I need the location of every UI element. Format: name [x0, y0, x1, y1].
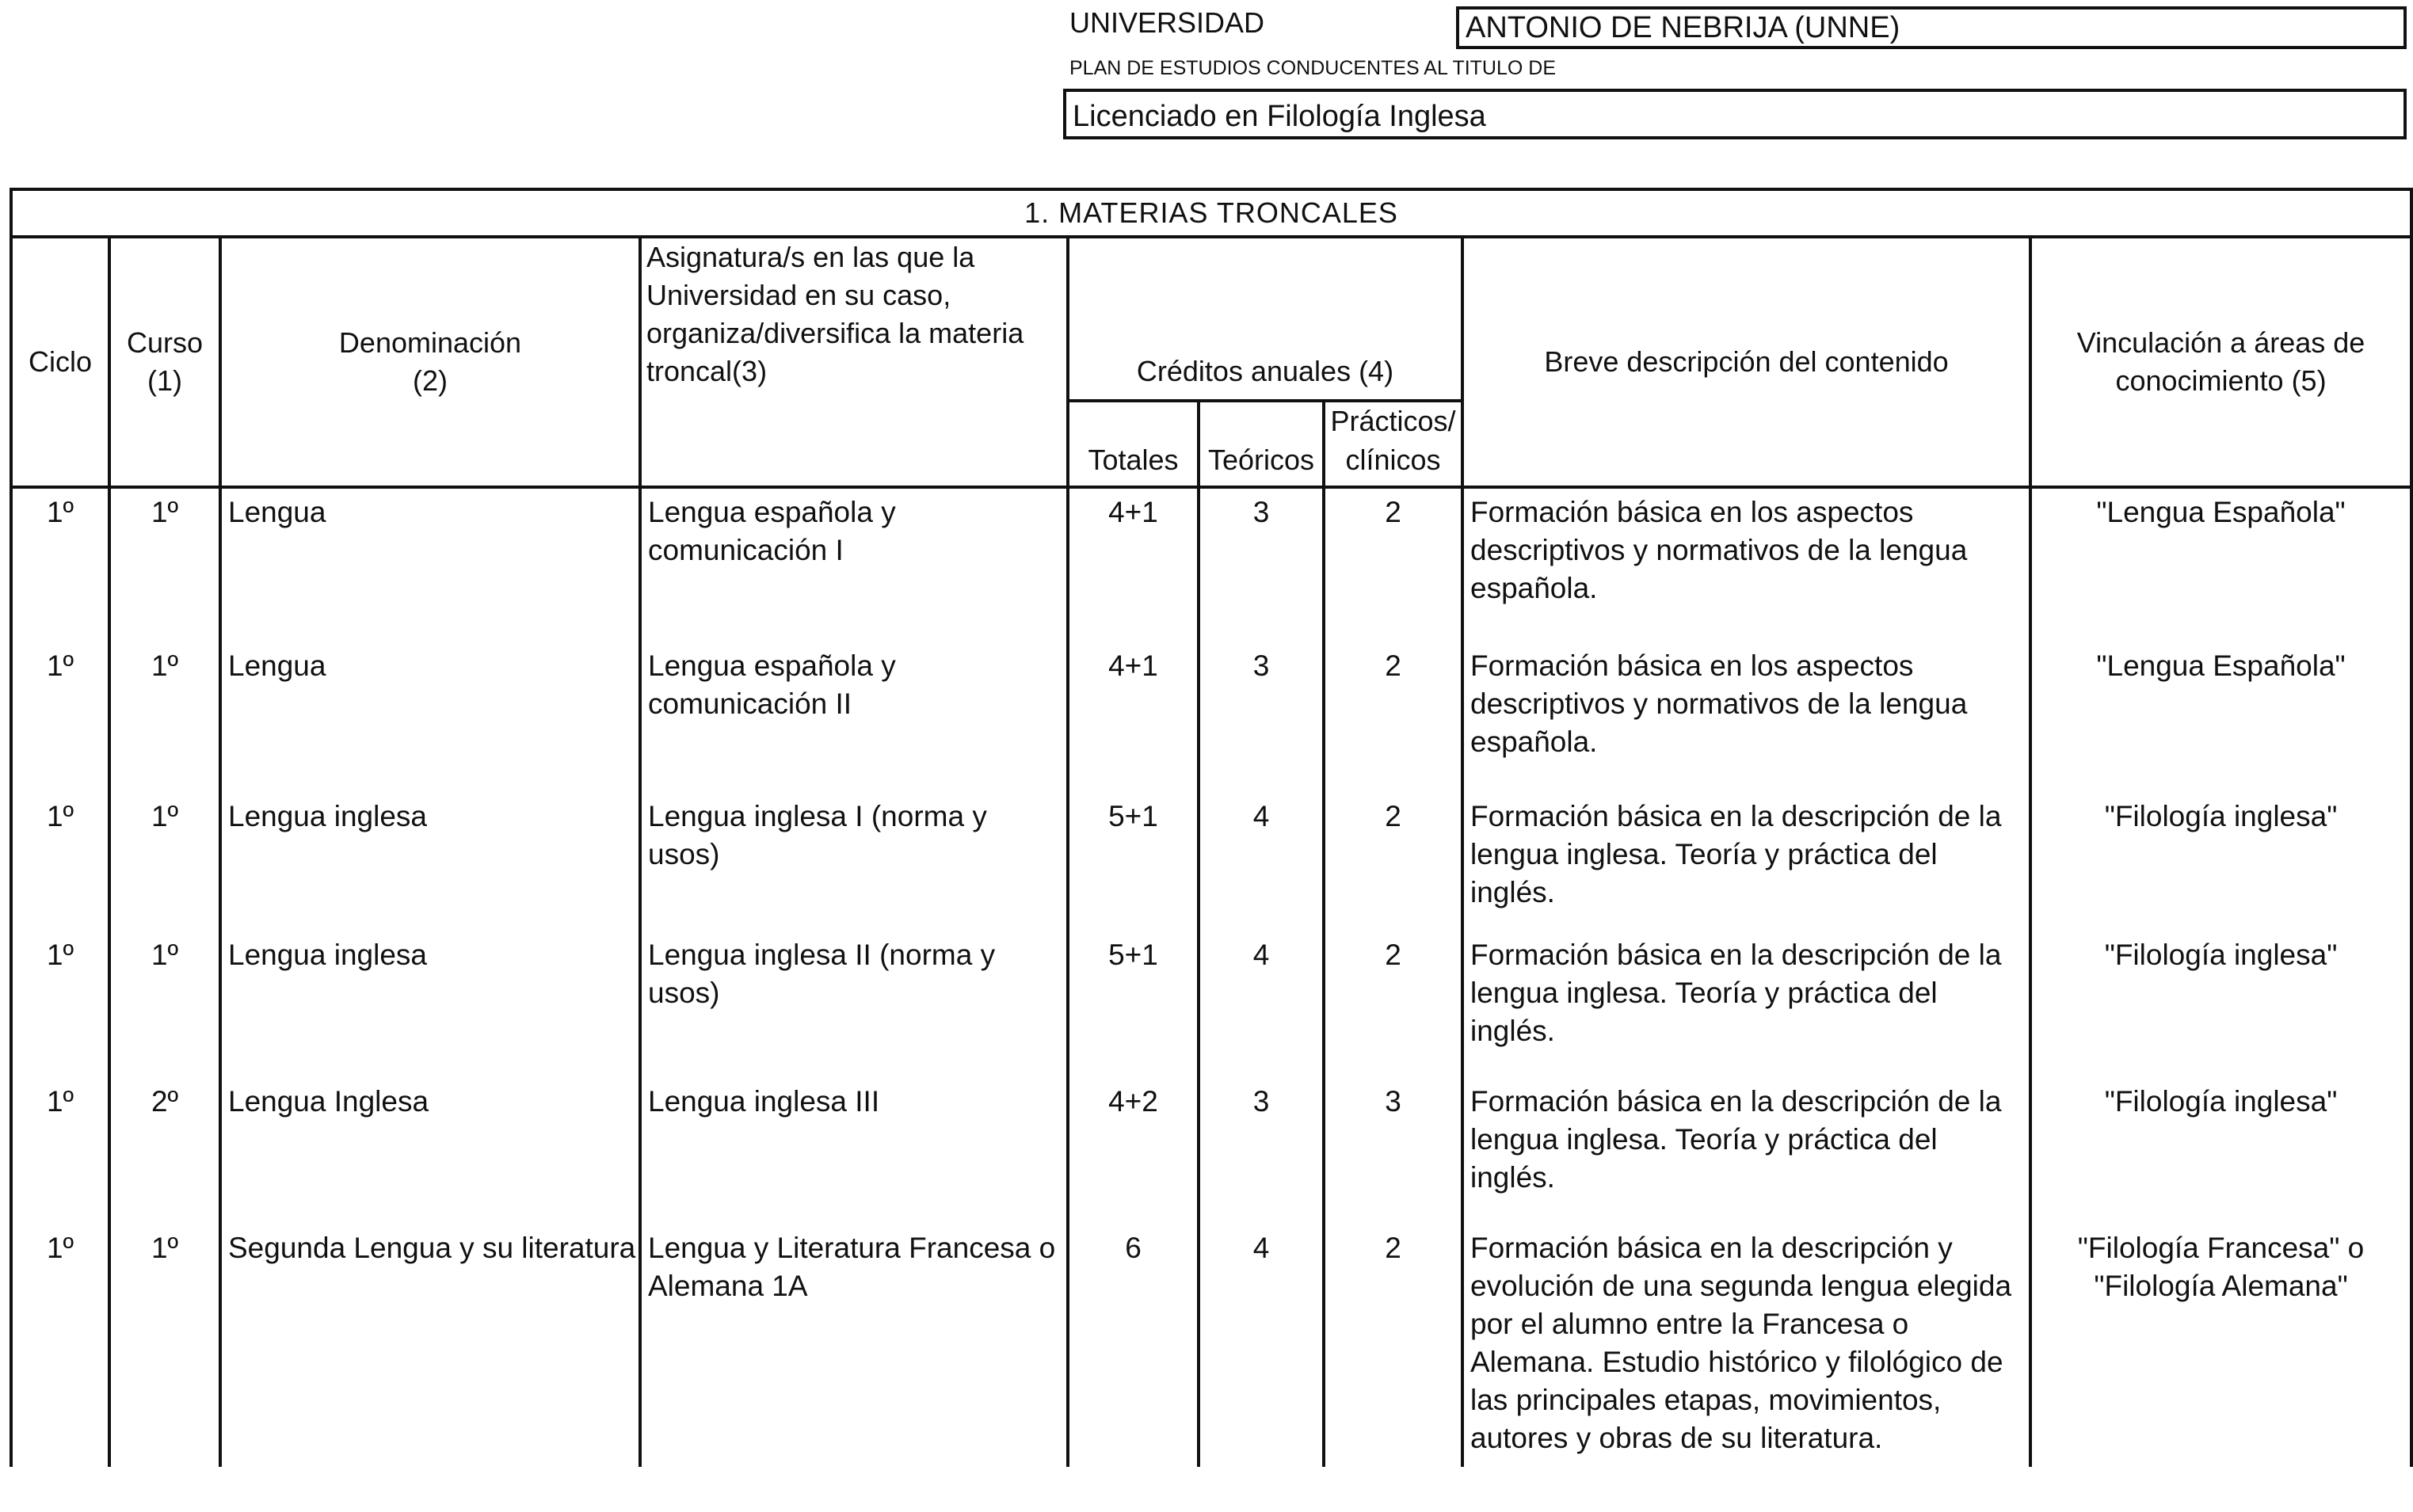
cell-vinculacion: "Filología inglesa" — [2030, 1075, 2411, 1221]
cell-descripcion: Formación básica en la descripción de la lengua inglesa. Teoría y práctica del inglés. — [1462, 790, 2030, 928]
col-practicos-header: Prácticos/ clínicos — [1324, 401, 1462, 487]
col-totales-header: Totales — [1068, 401, 1199, 487]
col-creditos-header: Créditos anuales (4) — [1068, 237, 1462, 401]
cell-descripcion: Formación básica en la descripción de la lengua inglesa. Teoría y práctica del inglés. — [1462, 928, 2030, 1075]
col-curso-header: Curso (1) — [109, 237, 220, 487]
cell-denominacion: Lengua inglesa — [220, 928, 640, 1075]
table-row — [11, 1075, 2411, 1221]
cell-curso: 2º — [109, 1075, 220, 1221]
cell-totales: 6 — [1068, 1221, 1199, 1467]
cell-denominacion: Lengua — [220, 487, 640, 639]
cell-ciclo: 1º — [11, 790, 109, 928]
cell-vinculacion: "Filología inglesa" — [2030, 928, 2411, 1075]
col-ciclo-header: Ciclo — [11, 237, 109, 487]
cell-ciclo: 1º — [11, 928, 109, 1075]
universidad-label: UNIVERSIDAD — [1069, 6, 1265, 39]
cell-curso: 1º — [109, 487, 220, 639]
titulo-value-field: Licenciado en Filología Inglesa — [1063, 89, 2407, 139]
universidad-value-field: ANTONIO DE NEBRIJA (UNNE) — [1456, 6, 2407, 49]
cell-asignatura: Lengua inglesa III — [640, 1075, 1068, 1221]
table-row — [11, 639, 2411, 790]
cell-vinculacion: "Lengua Española" — [2030, 639, 2411, 790]
cell-denominacion: Lengua — [220, 639, 640, 790]
cell-totales: 4+2 — [1068, 1075, 1199, 1221]
cell-asignatura: Lengua española y comunicación I — [640, 487, 1068, 639]
plan-label: PLAN DE ESTUDIOS CONDUCENTES AL TITULO DE — [1069, 57, 1557, 79]
cell-teoricos: 3 — [1199, 639, 1324, 790]
table-row — [11, 928, 2411, 1075]
cell-descripcion: Formación básica en los aspectos descriptivos y normativos de la lengua española. — [1462, 639, 2030, 790]
cell-ciclo: 1º — [11, 639, 109, 790]
table-row — [11, 1221, 2411, 1467]
cell-practicos: 2 — [1324, 928, 1462, 1075]
cell-totales: 5+1 — [1068, 790, 1199, 928]
cell-asignatura: Lengua inglesa II (norma y usos) — [640, 928, 1068, 1075]
cell-curso: 1º — [109, 1221, 220, 1467]
cell-denominacion: Segunda Lengua y su literatura — [220, 1221, 640, 1467]
cell-denominacion: Lengua Inglesa — [220, 1075, 640, 1221]
cell-ciclo: 1º — [11, 1075, 109, 1221]
cell-teoricos: 3 — [1199, 487, 1324, 639]
cell-teoricos: 4 — [1199, 1221, 1324, 1467]
cell-asignatura: Lengua española y comunicación II — [640, 639, 1068, 790]
cell-denominacion: Lengua inglesa — [220, 790, 640, 928]
cell-practicos: 2 — [1324, 790, 1462, 928]
col-teoricos-header: Teóricos — [1199, 401, 1324, 487]
cell-teoricos: 3 — [1199, 1075, 1324, 1221]
cell-totales: 4+1 — [1068, 487, 1199, 639]
materias-troncales-table — [10, 188, 2413, 1467]
cell-teoricos: 4 — [1199, 790, 1324, 928]
cell-practicos: 2 — [1324, 487, 1462, 639]
cell-asignatura: Lengua y Literatura Francesa o Alemana 1A — [640, 1221, 1068, 1467]
cell-vinculacion: "Filología inglesa" — [2030, 790, 2411, 928]
col-vinculacion-header: Vinculación a áreas de conocimiento (5) — [2030, 237, 2411, 487]
col-asignatura-header: Asignatura/s en las que la Universidad en su caso, organiza/diversifica la materia troncal(3) — [640, 237, 1068, 487]
table-row — [11, 790, 2411, 928]
cell-practicos: 2 — [1324, 639, 1462, 790]
cell-practicos: 2 — [1324, 1221, 1462, 1467]
table-row — [11, 487, 2411, 639]
col-descripcion-header: Breve descripción del contenido — [1462, 237, 2030, 487]
cell-asignatura: Lengua inglesa I (norma y usos) — [640, 790, 1068, 928]
cell-curso: 1º — [109, 639, 220, 790]
cell-teoricos: 4 — [1199, 928, 1324, 1075]
cell-totales: 4+1 — [1068, 639, 1199, 790]
cell-vinculacion: "Lengua Española" — [2030, 487, 2411, 639]
cell-curso: 1º — [109, 790, 220, 928]
cell-descripcion: Formación básica en la descripción de la lengua inglesa. Teoría y práctica del inglés. — [1462, 1075, 2030, 1221]
cell-vinculacion: "Filología Francesa" o "Filología Alemana" — [2030, 1221, 2411, 1467]
cell-totales: 5+1 — [1068, 928, 1199, 1075]
col-denominacion-header: Denominación (2) — [220, 237, 640, 487]
cell-curso: 1º — [109, 928, 220, 1075]
cell-ciclo: 1º — [11, 487, 109, 639]
cell-ciclo: 1º — [11, 1221, 109, 1467]
cell-descripcion: Formación básica en la descripción y evolución de una segunda lengua elegida por el alumno entre la Francesa o Alemana. Estudio histórico y filológico de las principales etapas, movimientos, autores y obras de su literatura. — [1462, 1221, 2030, 1467]
cell-descripcion: Formación básica en los aspectos descriptivos y normativos de la lengua española. — [1462, 487, 2030, 639]
table-title: 1. MATERIAS TRONCALES — [11, 189, 2411, 237]
cell-practicos: 3 — [1324, 1075, 1462, 1221]
